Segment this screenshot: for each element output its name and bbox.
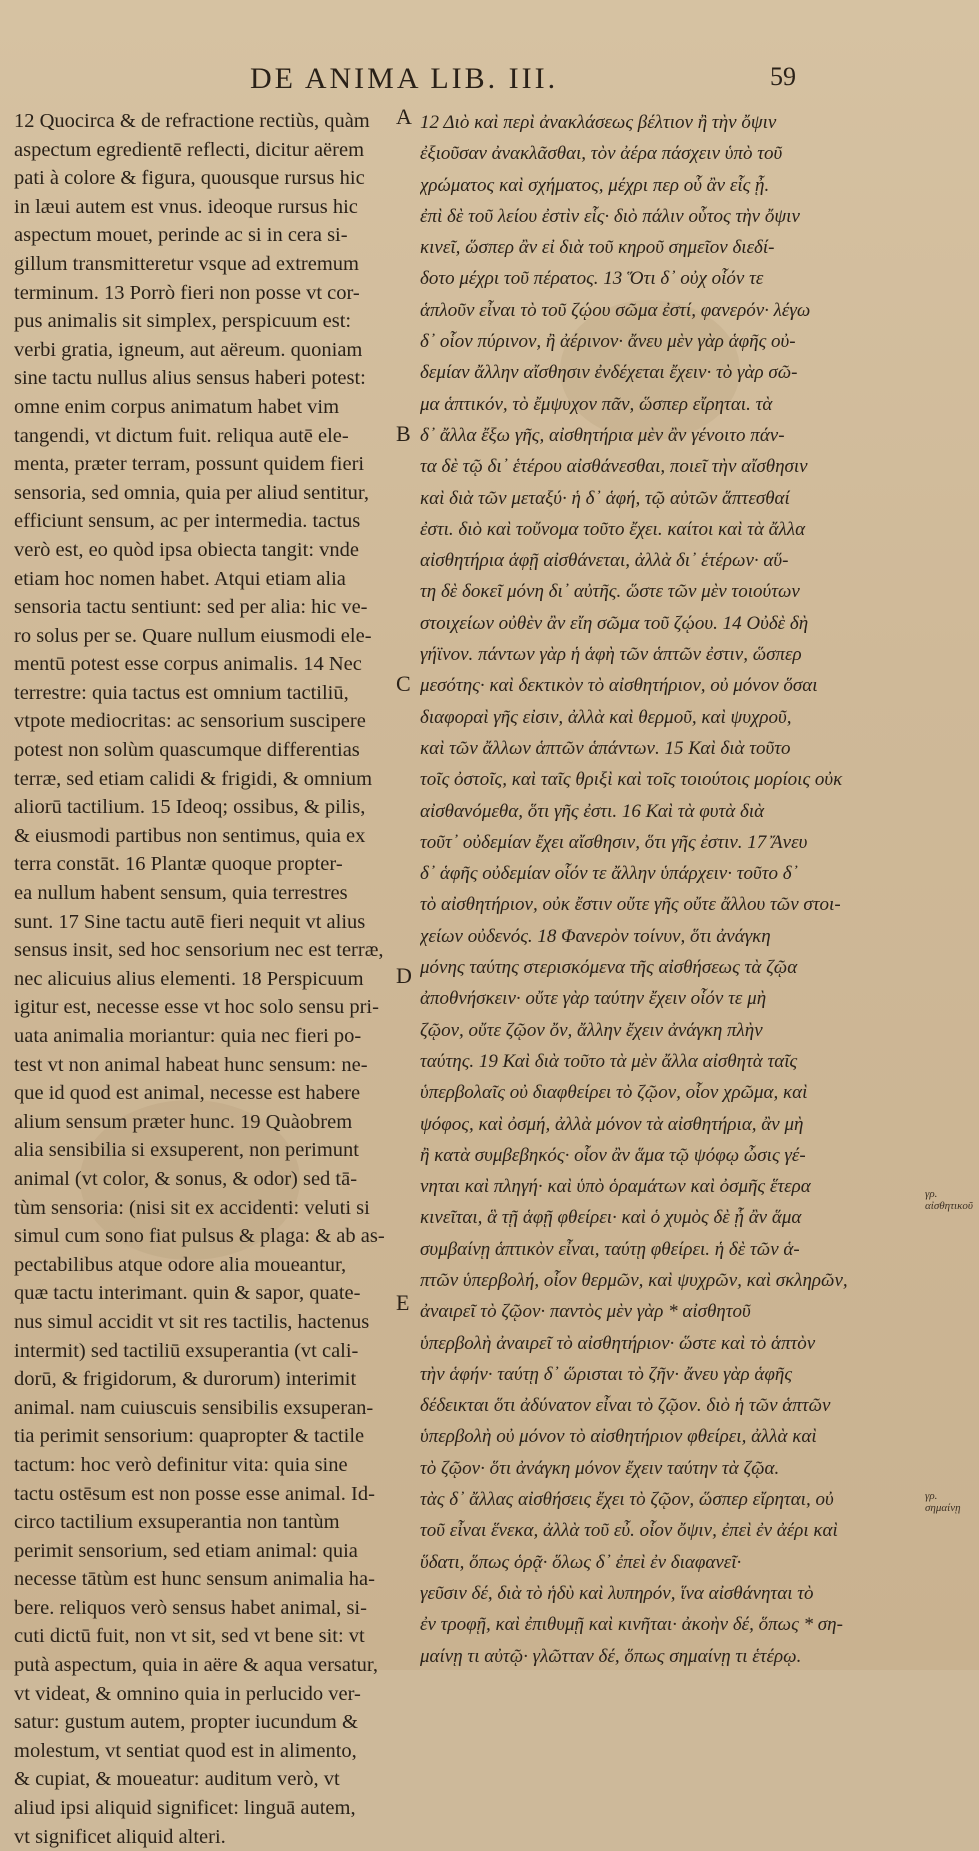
greek-text-line: κινεῖται, ἃ τῇ ἁφῇ φθείρει· καὶ ὁ χυμὸς δὲ ᾗ ἂν ἅμα [420,1207,802,1229]
running-head [250,62,796,96]
latin-text-line: uata animalia moriantur: quia nec fieri po- [14,1025,362,1047]
margin-note-variant: γρ. αἰσθητικοῦ [925,1188,973,1212]
latin-text-line: test vt non animal habeat hunc sensum: ne- [14,1053,368,1076]
greek-text-line: δοτο μέχρι τοῦ πέρατος. 13 Ὅτι δ᾽ οὐχ οἷόν τε [420,268,764,290]
latin-text-line: in læui autem est vnus. ideoque rursus hic [14,195,358,218]
greek-text-line: τὰς δ᾽ ἄλλας αἰσθήσεις ἔχει τὸ ζῷον, ὥσπερ εἴρηται, οὐ [420,1489,834,1511]
greek-text-line: ἐπὶ δὲ τοῦ λείου ἐστὶν εἷς· διὸ πάλιν οὗτος τὴν ὄψιν [420,205,800,227]
margin-letter-b: B [396,421,411,446]
latin-text-line: cuti dictū fuit, non vt sit, sed vt bene sit: vt [14,1625,365,1648]
latin-text-line: alium sensum præter hunc. 19 Quàobrem [14,1110,353,1133]
latin-text-line: terra constāt. 16 Plantæ quoque propter- [14,853,343,876]
page-number: 59 [770,62,796,91]
greek-text-line: 12 Διὸ καὶ περὶ ἀνακλάσεως βέλτιον ἢ τὴν ὄψιν [420,112,777,133]
greek-text-line: τοῖς ὀστοῖς, καὶ ταῖς θριξὶ καὶ τοῖς τοιούτοις μορίοις οὐκ [420,769,843,791]
latin-text-line: vt videat, & omnino quia in perlucido ver- [14,1682,361,1705]
latin-text-line: terminum. 13 Porrò fieri non posse vt cor- [14,281,360,304]
latin-text-line: pati à colore & figura, quousque rursus hic [14,167,365,190]
greek-text-line: τὸ αἰσθητήριον, οὐκ ἔστιν οὔτε γῆς οὔτε ἄλλου τῶν στοι- [420,894,841,916]
latin-text-line: vtpote mediocritas: ac sensorium suscipere [14,710,366,733]
greek-text-line: μόνης ταύτης στερισκόμενα τῆς αἰσθήσεως τὰ ζῷα [420,957,798,979]
greek-text-line: διαφοραὶ γῆς εἰσιν, ἀλλὰ καὶ θερμοῦ, καὶ ψυχροῦ, [420,706,792,728]
greek-text-line: ἐξιοῦσαν ἀνακλᾶσθαι, τὸν ἀέρα πάσχειν ὑπὸ τοῦ [420,143,783,165]
greek-text-line: δεμίαν ἄλλην αἴσθησιν ἐνδέχεται ἔχειν· τὸ γὰρ σῶ- [420,362,798,384]
greek-text-line: συμβαίνῃ ἁπτικὸν εἶναι, ταύτῃ φθείρει. ἡ δὲ τῶν ἁ- [420,1238,800,1260]
margin-letter-a: A [396,104,412,129]
latin-text-line: pectabilibus atque odore alia moueantur, [14,1253,347,1276]
greek-text-line: δ᾽ ἄλλα ἔξω γῆς, αἰσθητήρια μὲν ἂν γένοιτο πάν- [420,424,785,446]
latin-text-line: animal. nam cuiuscuis sensibilis exsuperan- [14,1396,374,1419]
latin-text-line: intermit) sed tactiliū exsuperantia (vt cali- [14,1339,359,1362]
greek-text-line: χρώματος καὶ σχήματος, μέχρι περ οὗ ἂν εἷς ᾖ. [420,174,770,196]
greek-column [420,107,920,1672]
latin-text-line: satur: gustum autem, propter iucundum & [14,1711,358,1734]
latin-text-line: menta, præter terram, possunt quidem fieri [14,453,365,476]
greek-text-line: καὶ διὰ τῶν μεταξύ· ἡ δ᾽ ἁφή, τῷ αὐτῶν ἅπτεσθαί [420,487,790,509]
latin-text-line: aspectum mouet, perinde ac si in cera si- [14,224,348,247]
latin-text-line: etiam hoc nomen habet. Atqui etiam alia [14,567,346,590]
greek-text-line: ὑπερβολὴ ἀναιρεῖ τὸ αἰσθητήριον· ὥστε καὶ τὸ ἁπτὸν [420,1332,816,1354]
latin-text-line: igitur est, necesse esse vt hoc solo sensu pri- [14,996,379,1019]
latin-text-line: necesse tātùm est hunc sensum animalia ha- [14,1568,375,1591]
greek-text-line: ἀποθνήσκειν· οὔτε γὰρ ταύτην ἔχειν οἷόν τε μὴ [420,988,767,1010]
margin-letter-c: C [396,671,411,696]
greek-text-line: ψόφος, καὶ ὀσμή, ἀλλὰ μόνον τὰ αἰσθητήρια, ἂν μὴ [420,1113,804,1135]
greek-text-line: ἀναιρεῖ τὸ ζῷον· παντὸς μὲν γὰρ * αἰσθητοῦ [420,1301,751,1323]
latin-text-line: sine tactu nullus alius sensus haberi potest: [14,367,366,390]
latin-text-line: simul cum sono fiat pulsus & plaga: & ab as- [14,1225,385,1248]
greek-text-line: τὸ ζῷον· ὅτι ἀνάγκη μόνον ἔχειν ταύτην τὰ ζῷα. [420,1457,780,1479]
latin-text-line: tactu ostēsum est non posse esse animal. Id- [14,1482,375,1505]
greek-text-line: τοῦτ᾽ οὐδεμίαν ἔχει αἴσθησιν, ὅτι γῆς ἐστιν. 17 Ἄνευ [420,831,808,853]
greek-text-line: ἁπλοῦν εἶναι τὸ τοῦ ζῴου σῶμα ἐστί, φανερόν· λέγω [420,299,811,321]
latin-text-line: ea nullum habent sensum, quia terrestres [14,882,348,905]
greek-text-line: τὴν ἁφήν· ταύτῃ δ᾽ ὥρισται τὸ ζῆν· ἄνευ γὰρ ἁφῆς [420,1363,793,1385]
greek-text-line: γεῦσιν δέ, διὰ τὸ ἡδὺ καὶ λυπηρόν, ἵνα αἰσθάνηται τὸ [420,1582,814,1604]
latin-text-line: terrestre: quia tactus est omnium tactiliū, [14,681,349,704]
latin-text-line: gillum transmitteretur vsque ad extremum [14,252,359,275]
greek-text-line: χείων οὐδενός. 18 Φανερὸν τοίνυν, ὅτι ἀνάγκη [420,925,771,947]
greek-text-line: ζῷον, οὔτε ζῷον ὄν, ἄλλην ἔχειν ἀνάγκη πλὴν [420,1019,763,1041]
latin-text-line: nus simul accidit vt sit res tactilis, hactenus [14,1310,370,1333]
latin-text-line: & eiusmodi partibus non sentimus, quia ex [14,824,366,847]
margin-letter-e: E [396,1290,410,1315]
greek-text-line: τοῦ εἶναι ἕνεκα, ἀλλὰ τοῦ εὖ. οἷον ὄψιν, ἐπεὶ ἐν ἀέρι καὶ [420,1520,838,1542]
latin-text-line: sunt. 17 Sine tactu autē fieri nequit vt alius [14,910,366,933]
latin-text-line: potest non solùm quascumque differentias [14,739,360,762]
latin-text-line: dorū, & frigidorum, & durorum) interimit [14,1368,357,1391]
greek-text-line: πτῶν ὑπερβολή, οἷον θερμῶν, καὶ ψυχρῶν, καὶ σκληρῶν, [420,1269,848,1291]
greek-text-line: ὑπερβολαῖς οὐ διαφθείρει τὸ ζῷον, οἷον χρῶμα, καὶ [420,1082,808,1104]
latin-text-line: verbi gratia, igneum, aut aëreum. quoniam [14,338,363,361]
latin-text-line: circo tactilium exsuperantia non tantùm [14,1511,340,1534]
latin-text-line: mentū potest esse corpus animalis. 14 Nec [14,653,362,676]
greek-text-line: ἐστι. διὸ καὶ τοὔνομα τοῦτο ἔχει. καίτοι καὶ τὰ ἄλλα [420,518,806,540]
greek-text-line: γήϊνον. πάντων γὰρ ἡ ἁφὴ τῶν ἁπτῶν ἐστιν, ὥσπερ [420,644,802,666]
greek-text-line: ὑπερβολὴ οὐ μόνον τὸ αἰσθητήριον φθείρει, ἀλλὰ καὶ [420,1426,817,1448]
latin-text-line: ro solus per se. Quare nullum eiusmodi ele- [14,624,372,647]
latin-text-line: terræ, sed etiam calidi & frigidi, & omnium [14,767,373,790]
greek-text-line: αἰσθανόμεθα, ὅτι γῆς ἐστι. 16 Καὶ τὰ φυτὰ διὰ [420,800,765,822]
latin-text-line: sensoria, sed omnia, quia per aliud sentitur, [14,481,369,504]
latin-text-line: omne enim corpus animatum habet vim [14,395,340,418]
latin-text-line: nec alicuius alius elementi. 18 Perspicuum [14,967,364,990]
greek-text-line: τα δὲ τῷ δι᾽ ἑτέρου αἰσθάνεσθαι, ποιεῖ τὴν αἴσθησιν [420,456,808,478]
greek-text-line: δ᾽ ἁφῆς οὐδεμίαν οἷόν τε ἄλλην ὑπάρχειν· τοῦτο δ᾽ [420,863,798,885]
greek-text-line: καὶ τῶν ἄλλων ἁπτῶν ἁπάντων. 15 Καὶ διὰ τοῦτο [420,737,791,759]
latin-text-line: que id quod est animal, necesse est habere [14,1082,361,1105]
latin-text-line: 12 Quocirca & de refractione rectiùs, quàm [14,110,370,132]
greek-text-line: αἰσθητήρια ἁφῇ αἰσθάνεται, ἀλλὰ δι᾽ ἑτέρων· αὕ- [420,550,789,572]
greek-text-line: μαίνῃ τι αὐτῷ· γλῶτταν δέ, ὅπως σημαίνῃ τι ἑτέρῳ. [420,1645,802,1667]
running-head-title: DE ANIMA LIB. III. [250,62,559,95]
latin-text-line: sensus insit, sed hoc sensorium nec est terræ, [14,939,384,962]
latin-text-line: tia perimit sensorium: quapropter & tactile [14,1425,365,1448]
latin-text-line: aspectum egredientē reflecti, dicitur aërem [14,138,365,161]
latin-text-line: bere. reliquos verò sensus habet animal, si- [14,1596,367,1619]
latin-text-line: & cupiat, & moueatur: auditum verò, vt [14,1768,340,1791]
latin-text-line: molestum, vt sentiat quod est in alimento, [14,1739,357,1762]
latin-text-line: putà aspectum, quia in aëre & aqua versatur, [14,1654,379,1677]
latin-column [14,107,394,1851]
greek-text-line: νηται καὶ πληγή· καὶ ὑπὸ ὁραμάτων καὶ ὀσμῆς ἕτερα [420,1176,811,1198]
greek-text-line: στοιχείων οὐθὲν ἂν εἴη σῶμα τοῦ ζῴου. 14 Οὐδὲ δὴ [420,612,809,634]
greek-text-line: δέδεικται ὅτι ἀδύνατον εἶναι τὸ ζῷον. διὸ ἡ τῶν ἁπτῶν [420,1395,831,1417]
greek-text-line: ἢ κατὰ συμβεβηκός· οἷον ἂν ἅμα τῷ ψόφῳ ὦσις γέ- [420,1144,806,1166]
margin-letter-d: D [396,963,412,988]
greek-text-line: τη δὲ δοκεῖ μόνη δι᾽ αὐτῆς. ὥστε τῶν μὲν τοιούτων [420,581,800,603]
latin-text-line: quæ tactu interimant. quin & sapor, quate- [14,1282,361,1305]
greek-text-line: κινεῖ, ὥσπερ ἂν εἰ διὰ τοῦ κηροῦ σημεῖον διεδί- [420,237,775,259]
latin-text-line: tùm sensoria: (nisi sit ex accidenti: veluti si [14,1196,370,1219]
greek-text-line: δ᾽ οἷον πύρινον, ἢ ἀέρινον· ἄνευ μὲν γὰρ ἁφῆς οὐ- [420,331,796,353]
greek-text-line: μα ἁπτικόν, τὸ ἔμψυχον πᾶν, ὥσπερ εἴρηται. τὰ [420,393,773,415]
greek-text-line: ὕδατι, ὅπως ὁρᾷ· ὅλως δ᾽ ἐπεὶ ἐν διαφανεῖ· [420,1551,742,1573]
margin-note-variant: γρ. σημαίνῃ [925,1490,961,1514]
latin-text-line: aliorū tactilium. 15 Ideoq; ossibus, & pilis, [14,796,366,819]
greek-text-line: μεσότης· καὶ δεκτικὸν τὸ αἰσθητήριον, οὐ μόνον ὅσαι [420,675,818,697]
latin-text-line: sensoria tactu sentiunt: sed per alia: hic ve- [14,596,368,619]
latin-text-line: vt significet aliquid alteri. [14,1825,226,1848]
latin-text-line: animal (vt color, & sonus, & odor) sed tā- [14,1167,358,1190]
latin-text-line: alia sensibilia si exsuperent, non perimunt [14,1139,360,1162]
greek-text-line: ταύτης. 19 Καὶ διὰ τοῦτο τὰ μὲν ἄλλα αἰσθητὰ ταῖς [420,1050,798,1072]
latin-text-line: tactum: hoc verò definitur vita: quia sine [14,1453,348,1476]
latin-text-line: verò est, eo quòd ipsa obiecta tangit: vnde [14,538,359,561]
latin-text-line: tangendi, vt dictum fuit. reliqua autē ele- [14,424,349,447]
latin-text-line: perimit sensorium, sed etiam animal: quia [14,1539,358,1562]
latin-text-line: aliud ipsi aliquid significet: linguā autem, [14,1797,356,1820]
latin-text-line: pus animalis sit simplex, perspicuum est: [14,310,352,333]
latin-text-line: efficiunt sensum, ac per intermedia. tactus [14,510,361,533]
greek-text-line: ἐν τροφῇ, καὶ ἐπιθυμῇ καὶ κινῆται· ἀκοὴν δέ, ὅπως * ση- [420,1614,843,1636]
